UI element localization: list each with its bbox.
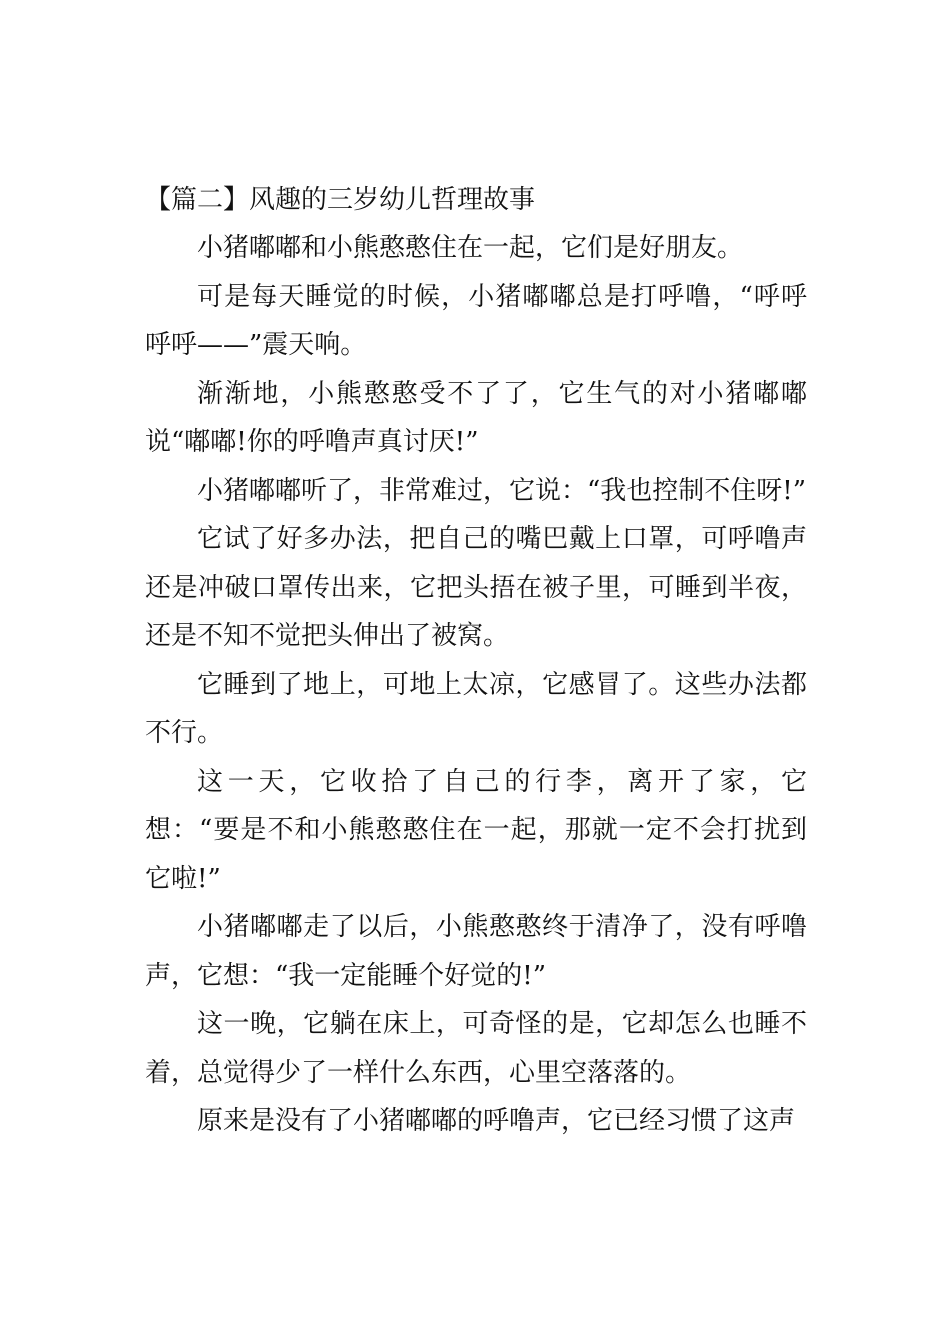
story-paragraph: 它试了好多办法，把自己的嘴巴戴上口罩，可呼噜声还是冲破口罩传出来，它把头捂在被子里，可睡到半夜，还是不知不觉把头伸出了被窝。 xyxy=(145,524,807,651)
story-paragraph: 它睡到了地上，可地上太凉，它感冒了。这些办法都不行。 xyxy=(145,669,807,748)
story-body xyxy=(145,176,807,1146)
story-paragraph: 小猪嘟嘟听了，非常难过，它说：“我也控制不住呀!” xyxy=(197,475,807,506)
story-paragraph: 这一晚，它躺在床上，可奇怪的是，它却怎么也睡不着，总觉得少了一样什么东西，心里空落落的。 xyxy=(145,1009,807,1088)
story-paragraph: 小猪嘟嘟和小熊憨憨住在一起，它们是好朋友。 xyxy=(197,233,744,263)
story-paragraph: 可是每天睡觉的时候，小猪嘟嘟总是打呼噜，“呼呼呼呼——”震天响。 xyxy=(145,281,807,360)
story-paragraph: 这一天，它收拾了自己的行李，离开了家，它想：“要是不和小熊憨憨住在一起，那就一定不会打扰到它啦!” xyxy=(145,766,807,894)
story-title: 【篇二】风趣的三岁幼儿哲理故事 xyxy=(145,185,536,215)
story-paragraph: 原来是没有了小猪嘟嘟的呼噜声，它已经习惯了这声 xyxy=(197,1106,796,1136)
story-paragraph: 小猪嘟嘟走了以后，小熊憨憨终于清净了，没有呼噜声，它想：“我一定能睡个好觉的!” xyxy=(145,912,807,991)
story-paragraph: 渐渐地，小熊憨憨受不了了，它生气的对小猪嘟嘟说“嘟嘟!你的呼噜声真讨厌!” xyxy=(145,378,807,457)
